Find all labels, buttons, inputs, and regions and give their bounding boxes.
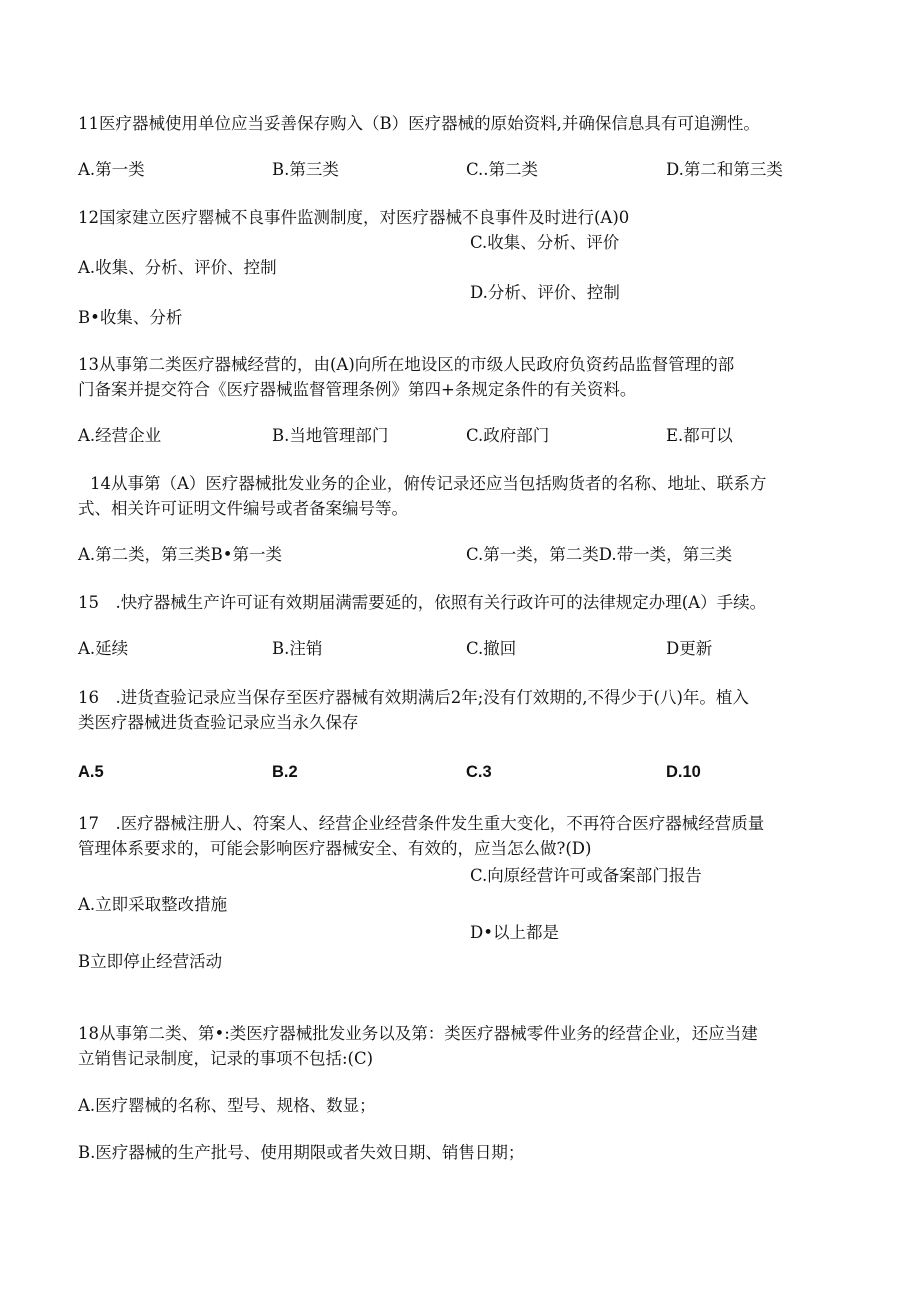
question-13-stem-line-1: 13从事第二类医疗器械经营的，由(A)向所在地设区的市级人民政府负资药品监督管理的部: [78, 355, 735, 374]
q17-option-a: A.立即采取整改措施: [78, 895, 228, 914]
question-16-stem-line-1: 16 .进货查验记录应当保存至医疗器械有效期满后2年;没有仃效期的,不得少于(八)年。植入: [78, 688, 749, 707]
q11-option-c: C..第二类: [466, 160, 539, 179]
q13-option-a: A.经营企业: [78, 426, 162, 445]
question-16-stem-line-2: 类医疗器械进货查验记录应当永久保存: [78, 713, 359, 732]
q14-options-cd: C.第一类，第二类D.带一类，第三类: [466, 545, 733, 564]
question-17-stem-line-2: 管理体系要求的，可能会影响医疗器械安全、有效的，应当怎么做?(D): [78, 839, 592, 858]
question-12-stem: 12国家建立医疗罂械不良事件监测制度，对医疗器械不良事件及时进行(A)0: [78, 208, 630, 227]
q15-option-d: D更新: [666, 639, 713, 658]
q17-option-b: B立即停止经营活动: [78, 952, 223, 971]
q18-option-b: B.医疗器械的生产批号、使用期限或者失效日期、销售日期；: [78, 1143, 525, 1162]
question-15-stem: 15 .快疗器械生产许可证有效期届满需要延的，依照有关行政许可的法律规定办理(A）手续。: [78, 593, 767, 612]
q17-option-c: C.向原经营许可或备案部门报告: [470, 866, 702, 885]
q16-option-d: D.10: [666, 763, 701, 781]
question-13-stem-line-2: 门备案并提交符合《医疗器械监督管理条例》第四+条规定条件的有关资料。: [78, 380, 637, 399]
q15-option-a: A.延续: [78, 639, 129, 658]
question-14-stem-line-2: 式、相关许可证明文件编号或者备案编号等。: [78, 499, 408, 518]
q14-options-ab: A.第二类，第三类B•第一类: [78, 545, 283, 564]
q12-option-d: D.分析、评价、控制: [470, 283, 620, 302]
q16-option-b: B.2: [272, 763, 298, 781]
question-14-stem-line-1: 14从事第（A）医疗器械批发业务的企业，俯传记录还应当包括购货者的名称、地址、联系方: [90, 474, 767, 493]
question-11-stem: 11医疗器械使用单位应当妥善保存购入（B）医疗器械的原始资料,并确保信息具有可追溯性。: [78, 114, 760, 133]
q13-option-c: C.政府部门: [466, 426, 550, 445]
q13-option-e: E.都可以: [666, 426, 733, 445]
q17-option-d: D•以上都是: [470, 923, 559, 942]
q13-option-b: B.当地管理部门: [272, 426, 389, 445]
q15-option-c: C.撤回: [466, 639, 517, 658]
q16-option-c: C.3: [466, 763, 492, 781]
question-18-stem-line-2: 立销售记录制度，记录的事项不包括:(C): [78, 1049, 374, 1068]
q12-option-a: A.收集、分析、评价、控制: [78, 258, 277, 277]
q12-option-b: B•收集、分析: [78, 308, 183, 327]
q16-option-a: A.5: [78, 763, 104, 781]
q12-option-c: C.收集、分析、评价: [470, 233, 620, 252]
q15-option-b: B.注销: [272, 639, 323, 658]
q11-option-d: D.第二和第三类: [666, 160, 783, 179]
question-17-stem-line-1: 17 .医疗器械注册人、符案人、经营企业经营条件发生重大变化，不再符合医疗器械经营质量: [78, 814, 765, 833]
question-18-stem-line-1: 18从事第二类、第•:类医疗器械批发业务以及第：类医疗器械零件业务的经营企业，还应当建: [78, 1024, 758, 1043]
q18-option-a: A.医疗罂械的名称、型号、规格、数显；: [78, 1096, 376, 1115]
q11-option-b: B.第三类: [272, 160, 339, 179]
q11-option-a: A.第一类: [78, 160, 145, 179]
